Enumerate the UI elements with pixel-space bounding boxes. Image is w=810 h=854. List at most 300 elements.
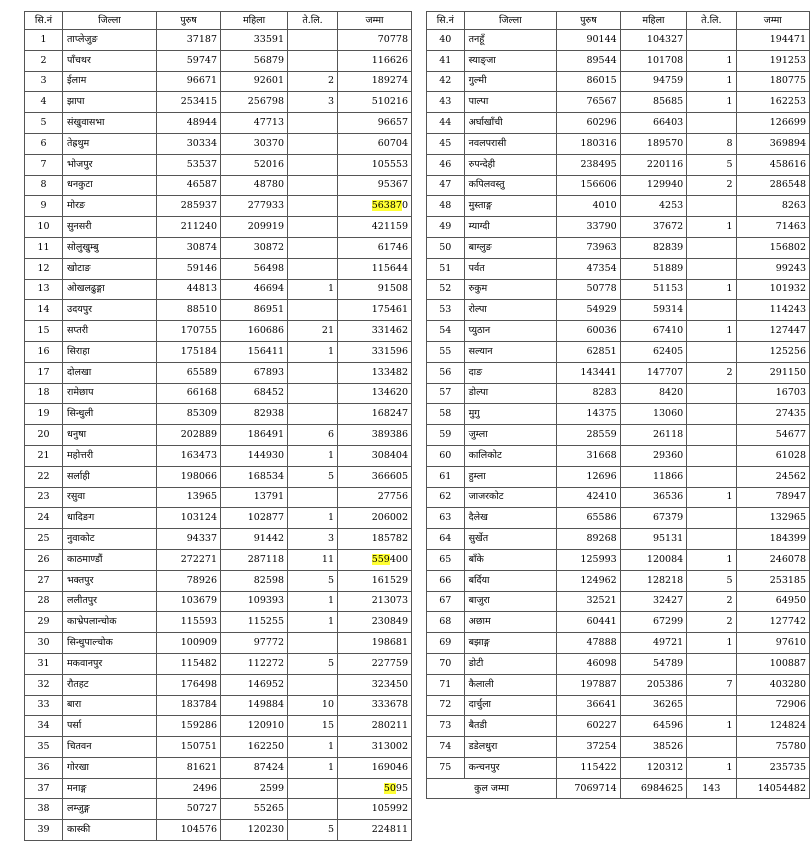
total-cell: 198681 bbox=[338, 633, 412, 654]
male-cell: 13965 bbox=[157, 487, 221, 508]
male-cell: 81621 bbox=[157, 757, 221, 778]
serial-number-cell: 70 bbox=[427, 653, 465, 674]
third-gender-cell bbox=[687, 653, 736, 674]
table-row bbox=[427, 404, 810, 425]
total-cell: 403280 bbox=[736, 674, 810, 695]
table-row bbox=[25, 175, 412, 196]
female-cell: 205386 bbox=[620, 674, 686, 695]
serial-number-cell: 43 bbox=[427, 92, 465, 113]
table-row bbox=[427, 341, 810, 362]
female-cell: 97772 bbox=[221, 633, 288, 654]
third-gender-cell bbox=[687, 425, 736, 446]
table-row bbox=[25, 321, 412, 342]
table-row bbox=[427, 425, 810, 446]
third-gender-cell bbox=[288, 30, 338, 51]
table-row bbox=[25, 508, 412, 529]
serial-number-cell: 48 bbox=[427, 196, 465, 217]
male-cell: 170755 bbox=[157, 321, 221, 342]
table-row bbox=[25, 716, 412, 737]
serial-number-cell: 11 bbox=[25, 237, 63, 258]
third-gender-cell bbox=[288, 237, 338, 258]
district-cell: ओखलढुङ्गा bbox=[63, 279, 157, 300]
table-row bbox=[25, 591, 412, 612]
serial-number-cell: 42 bbox=[427, 71, 465, 92]
serial-number-cell: 52 bbox=[427, 279, 465, 300]
total-cell: 510216 bbox=[338, 92, 412, 113]
total-cell: 161529 bbox=[338, 570, 412, 591]
total-cell: 126699 bbox=[736, 113, 810, 134]
third-gender-cell: 5 bbox=[288, 466, 338, 487]
district-cell: जाजरकोट bbox=[464, 487, 557, 508]
table-row bbox=[427, 612, 810, 633]
district-cell: डोल्पा bbox=[464, 383, 557, 404]
third-gender-cell bbox=[687, 258, 736, 279]
serial-number-cell: 29 bbox=[25, 612, 63, 633]
third-gender-cell bbox=[288, 196, 338, 217]
district-cell: सुर्खेत bbox=[464, 529, 557, 550]
third-gender-cell bbox=[288, 175, 338, 196]
male-cell: 60441 bbox=[557, 612, 621, 633]
total-cell: 224811 bbox=[338, 820, 412, 841]
total-cell: 162253 bbox=[736, 92, 810, 113]
third-gender-cell: 1 bbox=[687, 321, 736, 342]
third-gender-cell bbox=[687, 300, 736, 321]
table-row bbox=[25, 653, 412, 674]
table-row bbox=[427, 695, 810, 716]
district-cell: भोजपुर bbox=[63, 154, 157, 175]
total-cell: 64950 bbox=[736, 591, 810, 612]
third-gender-cell bbox=[288, 133, 338, 154]
serial-number-cell: 44 bbox=[427, 113, 465, 134]
serial-number-cell: 10 bbox=[25, 217, 63, 238]
third-gender-cell: 1 bbox=[687, 217, 736, 238]
total-cell: 331596 bbox=[338, 341, 412, 362]
table-row bbox=[25, 799, 412, 820]
serial-number-cell: 32 bbox=[25, 674, 63, 695]
female-cell: 85685 bbox=[620, 92, 686, 113]
district-cell: सिन्धुपाल्चोक bbox=[63, 633, 157, 654]
table-row bbox=[427, 175, 810, 196]
female-cell: 94759 bbox=[620, 71, 686, 92]
table-row bbox=[25, 50, 412, 71]
district-cell: पर्वत bbox=[464, 258, 557, 279]
district-cell: धनुषा bbox=[63, 425, 157, 446]
serial-number-cell: 73 bbox=[427, 716, 465, 737]
district-cell: खोटाङ bbox=[63, 258, 157, 279]
district-cell: बर्दिया bbox=[464, 570, 557, 591]
male-cell: 96671 bbox=[157, 71, 221, 92]
male-cell: 50778 bbox=[557, 279, 621, 300]
third-gender-cell bbox=[288, 778, 338, 799]
district-cell: कन्चनपुर bbox=[464, 757, 557, 778]
female-cell: 120910 bbox=[221, 716, 288, 737]
table-row bbox=[25, 757, 412, 778]
serial-number-cell: 59 bbox=[427, 425, 465, 446]
total-cell: 70778 bbox=[338, 30, 412, 51]
total-cell: 156802 bbox=[736, 237, 810, 258]
serial-number-cell: 71 bbox=[427, 674, 465, 695]
male-cell: 32521 bbox=[557, 591, 621, 612]
female-cell: 95131 bbox=[620, 529, 686, 550]
table-row bbox=[25, 445, 412, 466]
female-cell: 160686 bbox=[221, 321, 288, 342]
col-header-total: जम्मा bbox=[338, 12, 412, 30]
total-cell: 169046 bbox=[338, 757, 412, 778]
male-cell: 285937 bbox=[157, 196, 221, 217]
total-cell: 105992 bbox=[338, 799, 412, 820]
third-gender-cell: 1 bbox=[288, 591, 338, 612]
table-row bbox=[25, 633, 412, 654]
district-cell: गुल्मी bbox=[464, 71, 557, 92]
male-cell: 31668 bbox=[557, 445, 621, 466]
district-cell: झापा bbox=[63, 92, 157, 113]
serial-number-cell: 30 bbox=[25, 633, 63, 654]
third-gender-cell: 1 bbox=[687, 549, 736, 570]
serial-number-cell: 55 bbox=[427, 341, 465, 362]
male-cell: 46587 bbox=[157, 175, 221, 196]
third-gender-cell bbox=[687, 695, 736, 716]
table-row bbox=[427, 737, 810, 758]
female-cell: 220116 bbox=[620, 154, 686, 175]
female-cell: 189570 bbox=[620, 133, 686, 154]
district-cell: प्युठान bbox=[464, 321, 557, 342]
table-row bbox=[427, 466, 810, 487]
female-cell: 56879 bbox=[221, 50, 288, 71]
table-row bbox=[427, 92, 810, 113]
third-gender-cell: 8 bbox=[687, 133, 736, 154]
third-gender-cell: 1 bbox=[288, 341, 338, 362]
female-cell: 156411 bbox=[221, 341, 288, 362]
district-cell: रसुवा bbox=[63, 487, 157, 508]
serial-number-cell: 47 bbox=[427, 175, 465, 196]
table-row bbox=[427, 50, 810, 71]
district-cell: बाँके bbox=[464, 549, 557, 570]
serial-number-cell: 49 bbox=[427, 217, 465, 238]
table-row bbox=[427, 258, 810, 279]
table-row bbox=[25, 154, 412, 175]
table-row bbox=[427, 154, 810, 175]
third-gender-cell: 5 bbox=[288, 570, 338, 591]
grand-total-row bbox=[427, 778, 810, 799]
third-gender-cell: 1 bbox=[288, 757, 338, 778]
serial-number-cell: 24 bbox=[25, 508, 63, 529]
total-cell: 124824 bbox=[736, 716, 810, 737]
table-row bbox=[427, 279, 810, 300]
total-cell: 227759 bbox=[338, 653, 412, 674]
table-row bbox=[427, 674, 810, 695]
serial-number-cell: 41 bbox=[427, 50, 465, 71]
serial-number-cell: 75 bbox=[427, 757, 465, 778]
male-cell: 175184 bbox=[157, 341, 221, 362]
female-cell: 87424 bbox=[221, 757, 288, 778]
female-cell: 162250 bbox=[221, 737, 288, 758]
district-cell: पर्सा bbox=[63, 716, 157, 737]
total-cell: 27435 bbox=[736, 404, 810, 425]
third-gender-cell: 1 bbox=[687, 757, 736, 778]
third-gender-cell bbox=[687, 404, 736, 425]
third-gender-cell bbox=[687, 529, 736, 550]
district-cell: मनाङ्ग bbox=[63, 778, 157, 799]
serial-number-cell: 40 bbox=[427, 30, 465, 51]
district-cell: ताप्लेजुङ bbox=[63, 30, 157, 51]
district-cell: डडेलधुरा bbox=[464, 737, 557, 758]
total-cell: 246078 bbox=[736, 549, 810, 570]
serial-number-cell: 64 bbox=[427, 529, 465, 550]
district-cell: बाग्लुङ bbox=[464, 237, 557, 258]
male-cell: 66168 bbox=[157, 383, 221, 404]
total-cell: 280211 bbox=[338, 716, 412, 737]
serial-number-cell: 50 bbox=[427, 237, 465, 258]
female-cell: 115255 bbox=[221, 612, 288, 633]
total-cell: 78947 bbox=[736, 487, 810, 508]
male-cell: 50727 bbox=[157, 799, 221, 820]
total-cell: 366605 bbox=[338, 466, 412, 487]
third-gender-cell: 2 bbox=[288, 71, 338, 92]
male-cell: 59146 bbox=[157, 258, 221, 279]
serial-number-cell: 74 bbox=[427, 737, 465, 758]
col-header-male: पुरुष bbox=[157, 12, 221, 30]
serial-number-cell: 18 bbox=[25, 383, 63, 404]
serial-number-cell: 3 bbox=[25, 71, 63, 92]
serial-number-cell: 63 bbox=[427, 508, 465, 529]
table-row bbox=[25, 113, 412, 134]
district-cell: धनकुटा bbox=[63, 175, 157, 196]
female-cell: 37672 bbox=[620, 217, 686, 238]
district-cell: स्याङ्जा bbox=[464, 50, 557, 71]
female-cell: 147707 bbox=[620, 362, 686, 383]
third-gender-cell bbox=[687, 196, 736, 217]
col-header-third-gender: ते.लि. bbox=[687, 12, 736, 30]
district-cell: धादिङग bbox=[63, 508, 157, 529]
table-row bbox=[427, 487, 810, 508]
male-cell: 14375 bbox=[557, 404, 621, 425]
male-cell: 150751 bbox=[157, 737, 221, 758]
table-row bbox=[25, 196, 412, 217]
table-row bbox=[427, 570, 810, 591]
total-cell: 458616 bbox=[736, 154, 810, 175]
female-cell: 86951 bbox=[221, 300, 288, 321]
district-cell: अछाम bbox=[464, 612, 557, 633]
female-cell: 2599 bbox=[221, 778, 288, 799]
male-cell: 86015 bbox=[557, 71, 621, 92]
female-cell: 101708 bbox=[620, 50, 686, 71]
third-gender-cell bbox=[687, 237, 736, 258]
male-cell: 89268 bbox=[557, 529, 621, 550]
male-cell: 46098 bbox=[557, 653, 621, 674]
table-row bbox=[427, 445, 810, 466]
third-gender-cell bbox=[288, 300, 338, 321]
serial-number-cell: 56 bbox=[427, 362, 465, 383]
total-cell: 191253 bbox=[736, 50, 810, 71]
table-row bbox=[427, 71, 810, 92]
total-cell: 99243 bbox=[736, 258, 810, 279]
district-cell: महोत्तरी bbox=[63, 445, 157, 466]
total-cell: 97610 bbox=[736, 633, 810, 654]
male-cell: 115422 bbox=[557, 757, 621, 778]
female-cell: 128218 bbox=[620, 570, 686, 591]
district-cell: पाल्पा bbox=[464, 92, 557, 113]
male-cell: 197887 bbox=[557, 674, 621, 695]
female-cell: 32427 bbox=[620, 591, 686, 612]
district-cell: दार्चुला bbox=[464, 695, 557, 716]
table-row bbox=[25, 30, 412, 51]
serial-number-cell: 45 bbox=[427, 133, 465, 154]
male-cell: 44813 bbox=[157, 279, 221, 300]
total-cell: 115644 bbox=[338, 258, 412, 279]
female-cell: 67379 bbox=[620, 508, 686, 529]
total-cell: 286548 bbox=[736, 175, 810, 196]
district-cell: कास्की bbox=[63, 820, 157, 841]
table-row bbox=[427, 549, 810, 570]
third-gender-cell: 2 bbox=[687, 591, 736, 612]
female-cell: 104327 bbox=[620, 30, 686, 51]
total-cell: 213073 bbox=[338, 591, 412, 612]
male-cell: 12696 bbox=[557, 466, 621, 487]
total-cell: 194471 bbox=[736, 30, 810, 51]
total-cell: 333678 bbox=[338, 695, 412, 716]
table-row bbox=[427, 383, 810, 404]
male-cell: 176498 bbox=[157, 674, 221, 695]
female-cell: 64596 bbox=[620, 716, 686, 737]
col-header-third-gender: ते.लि. bbox=[288, 12, 338, 30]
total-text-rest: 400 bbox=[389, 553, 408, 565]
table-row bbox=[25, 217, 412, 238]
female-cell: 48780 bbox=[221, 175, 288, 196]
total-cell: 421159 bbox=[338, 217, 412, 238]
third-gender-cell bbox=[288, 383, 338, 404]
grand-total-third-gender: 143 bbox=[687, 778, 736, 799]
total-cell: 185782 bbox=[338, 529, 412, 550]
serial-number-cell: 61 bbox=[427, 466, 465, 487]
male-cell: 47354 bbox=[557, 258, 621, 279]
serial-number-cell: 66 bbox=[427, 570, 465, 591]
table-row bbox=[25, 383, 412, 404]
total-cell: 54677 bbox=[736, 425, 810, 446]
total-cell: 206002 bbox=[338, 508, 412, 529]
male-cell: 28559 bbox=[557, 425, 621, 446]
district-cell: रुकुम bbox=[464, 279, 557, 300]
table-row bbox=[25, 92, 412, 113]
total-cell: 114243 bbox=[736, 300, 810, 321]
female-cell: 66403 bbox=[620, 113, 686, 134]
total-cell: 16703 bbox=[736, 383, 810, 404]
third-gender-cell bbox=[288, 217, 338, 238]
female-cell: 68452 bbox=[221, 383, 288, 404]
total-cell bbox=[338, 778, 412, 799]
district-cell: सर्लाही bbox=[63, 466, 157, 487]
male-cell: 60227 bbox=[557, 716, 621, 737]
female-cell: 49721 bbox=[620, 633, 686, 654]
serial-number-cell: 1 bbox=[25, 30, 63, 51]
serial-number-cell: 6 bbox=[25, 133, 63, 154]
third-gender-cell bbox=[288, 799, 338, 820]
district-cell: चितवन bbox=[63, 737, 157, 758]
table-row bbox=[427, 217, 810, 238]
serial-number-cell: 4 bbox=[25, 92, 63, 113]
third-gender-cell: 1 bbox=[288, 612, 338, 633]
serial-number-cell: 31 bbox=[25, 653, 63, 674]
col-header-district: जिल्ला bbox=[63, 12, 157, 30]
table-row bbox=[25, 258, 412, 279]
serial-number-cell: 20 bbox=[25, 425, 63, 446]
table-row bbox=[427, 321, 810, 342]
serial-number-cell: 13 bbox=[25, 279, 63, 300]
serial-number-cell: 14 bbox=[25, 300, 63, 321]
third-gender-cell bbox=[687, 445, 736, 466]
male-cell: 88510 bbox=[157, 300, 221, 321]
serial-number-cell: 34 bbox=[25, 716, 63, 737]
district-cell: लम्जुङ्ग bbox=[63, 799, 157, 820]
female-cell: 67299 bbox=[620, 612, 686, 633]
female-cell: 36536 bbox=[620, 487, 686, 508]
serial-number-cell: 35 bbox=[25, 737, 63, 758]
total-cell bbox=[338, 196, 412, 217]
district-cell: कालिकोट bbox=[464, 445, 557, 466]
male-cell: 202889 bbox=[157, 425, 221, 446]
third-gender-cell: 1 bbox=[687, 633, 736, 654]
male-cell: 125993 bbox=[557, 549, 621, 570]
female-cell: 144930 bbox=[221, 445, 288, 466]
total-cell: 369894 bbox=[736, 133, 810, 154]
table-row bbox=[25, 71, 412, 92]
serial-number-cell: 60 bbox=[427, 445, 465, 466]
table-row bbox=[427, 113, 810, 134]
female-cell: 67410 bbox=[620, 321, 686, 342]
serial-number-cell: 22 bbox=[25, 466, 63, 487]
serial-number-cell: 57 bbox=[427, 383, 465, 404]
third-gender-cell: 1 bbox=[687, 487, 736, 508]
table-row bbox=[25, 674, 412, 695]
table-row bbox=[25, 820, 412, 841]
serial-number-cell: 69 bbox=[427, 633, 465, 654]
third-gender-cell: 1 bbox=[687, 71, 736, 92]
district-cell: रुपन्देही bbox=[464, 154, 557, 175]
total-cell: 291150 bbox=[736, 362, 810, 383]
male-cell: 253415 bbox=[157, 92, 221, 113]
district-cell: डोटी bbox=[464, 653, 557, 674]
district-cell: मुगु bbox=[464, 404, 557, 425]
male-cell: 103124 bbox=[157, 508, 221, 529]
male-cell: 211240 bbox=[157, 217, 221, 238]
table-row bbox=[25, 341, 412, 362]
third-gender-cell bbox=[288, 633, 338, 654]
male-cell: 78926 bbox=[157, 570, 221, 591]
district-cell: कपिलवस्तु bbox=[464, 175, 557, 196]
third-gender-cell bbox=[288, 674, 338, 695]
total-cell: 253185 bbox=[736, 570, 810, 591]
male-cell: 53537 bbox=[157, 154, 221, 175]
total-text-highlighted: 50 bbox=[383, 782, 396, 794]
table-row bbox=[25, 133, 412, 154]
district-cell: बैतडी bbox=[464, 716, 557, 737]
third-gender-cell bbox=[288, 487, 338, 508]
third-gender-cell: 10 bbox=[288, 695, 338, 716]
district-cell: गोरखा bbox=[63, 757, 157, 778]
female-cell: 109393 bbox=[221, 591, 288, 612]
female-cell: 51153 bbox=[620, 279, 686, 300]
serial-number-cell: 23 bbox=[25, 487, 63, 508]
male-cell: 124962 bbox=[557, 570, 621, 591]
female-cell: 67893 bbox=[221, 362, 288, 383]
serial-number-cell: 5 bbox=[25, 113, 63, 134]
total-cell: 8263 bbox=[736, 196, 810, 217]
female-cell: 146952 bbox=[221, 674, 288, 695]
table-row bbox=[427, 196, 810, 217]
total-text-rest: 0 bbox=[401, 200, 408, 212]
district-cell: मुस्ताङ्ग bbox=[464, 196, 557, 217]
table-row bbox=[25, 404, 412, 425]
district-cell: दोलखा bbox=[63, 362, 157, 383]
